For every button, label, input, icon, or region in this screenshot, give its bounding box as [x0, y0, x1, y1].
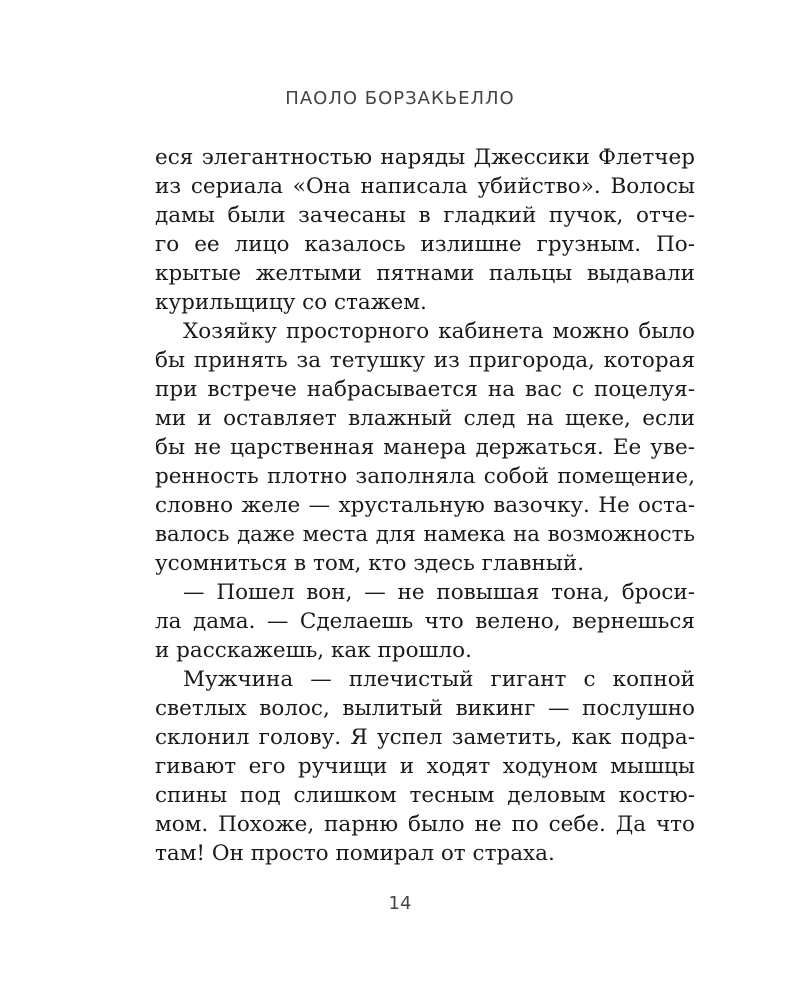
text-line: склонил голову. Я успел заметить, как подра- [155, 725, 695, 750]
body-text [155, 143, 695, 868]
text-line: го ее лицо казалось излишне грузным. По- [155, 232, 695, 257]
text-line: спины под слишком тесным деловым костю- [155, 783, 695, 808]
text-line: бы принять за тетушку из пригорода, которая [155, 348, 695, 373]
text-line: дамы были зачесаны в гладкий пучок, отче- [155, 203, 695, 228]
text-line: там! Он просто помирал от страха. [155, 841, 555, 866]
text-line: ренность плотно заполняла собой помещение, [155, 464, 695, 489]
text-line: и расскажешь, как прошло. [155, 638, 472, 663]
text-line: ми и оставляет влажный след на щеке, если [155, 406, 695, 431]
text-line: светлых волос, вылитый викинг — послушно [155, 696, 695, 721]
text-line: еся элегантностью наряды Джессики Флетчер [155, 145, 695, 170]
text-line: валось даже места для намека на возможность [155, 522, 695, 547]
text-line: Мужчина — плечистый гигант с копной [183, 667, 695, 692]
text-line: словно желе — хрустальную вазочку. Не оста- [155, 493, 695, 518]
text-line: мом. Похоже, парню было не по себе. Да что [155, 812, 695, 837]
page-number: 14 [388, 893, 412, 914]
text-line: курильщицу со стажем. [155, 290, 427, 315]
text-line: — Пошел вон, — не повышая тона, броси- [183, 580, 695, 605]
text-line: ла дама. — Сделаешь что велено, вернешься [155, 609, 695, 634]
running-head-author: ПАОЛО БОРЗАКЬЕЛЛО [285, 88, 515, 109]
text-line: усомниться в том, кто здесь главный. [155, 551, 585, 576]
text-line: из сериала «Она написала убийство». Волосы [155, 174, 695, 199]
text-line: Хозяйку просторного кабинета можно было [183, 319, 695, 344]
text-line: гивают его ручищи и ходят ходуном мышцы [155, 754, 695, 779]
text-line: при встрече набрасывается на вас с поцелуя- [155, 377, 695, 402]
text-line: крытые желтыми пятнами пальцы выдавали [155, 261, 695, 286]
text-line: бы не царственная манера держаться. Ее уве- [155, 435, 695, 460]
